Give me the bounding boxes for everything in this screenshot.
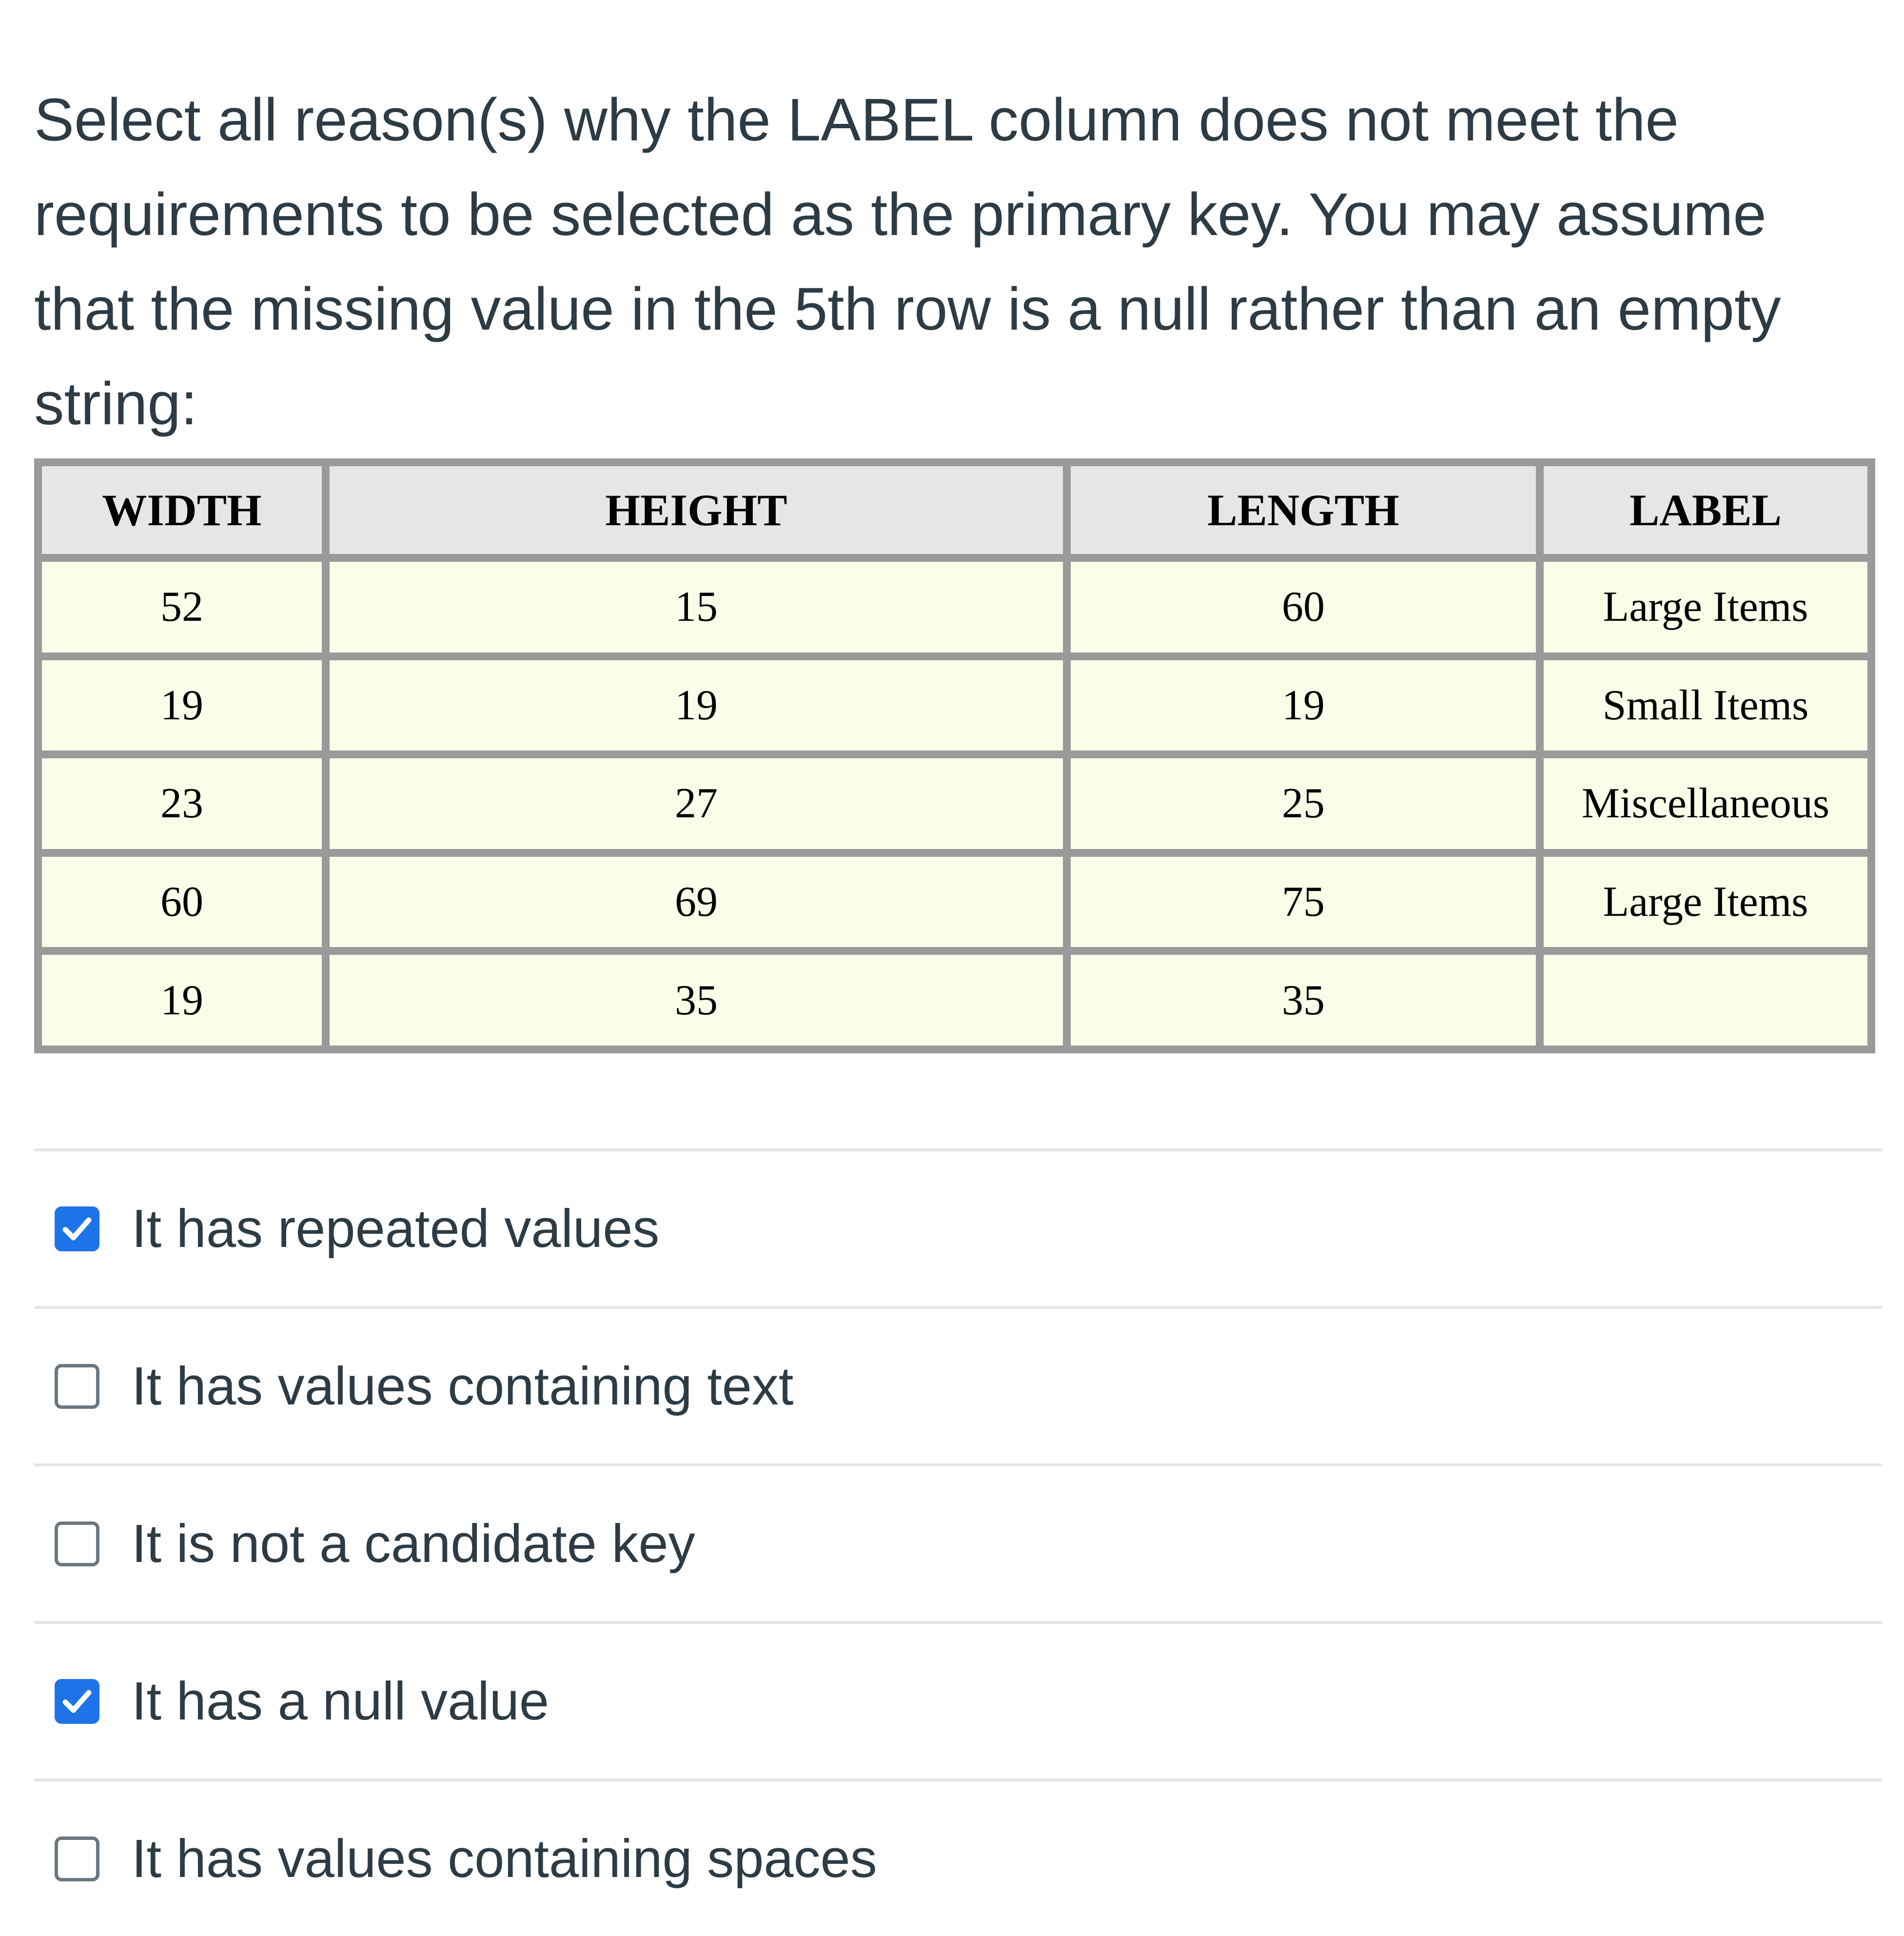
table-cell: 35 — [1067, 951, 1540, 1049]
table-cell: 25 — [1067, 754, 1540, 853]
table-row — [38, 558, 1871, 656]
table-cell: 35 — [326, 951, 1067, 1049]
table-row — [38, 853, 1871, 951]
option-label: It has values containing spaces — [132, 1829, 877, 1889]
column-header-width: WIDTH — [38, 462, 326, 558]
table-cell: Small Items — [1540, 656, 1871, 755]
table-cell: 60 — [38, 853, 326, 951]
table-cell: 69 — [326, 853, 1067, 951]
option-checkbox[interactable] — [55, 1679, 99, 1724]
table-cell: 19 — [38, 656, 326, 755]
column-header-label: LABEL — [1540, 462, 1871, 558]
table-row — [38, 656, 1871, 755]
answer-option[interactable] — [34, 1306, 1882, 1463]
checkmark-icon — [59, 1211, 95, 1246]
table-cell: 19 — [1067, 656, 1540, 755]
table-cell: 23 — [38, 754, 326, 853]
table-cell-empty — [1540, 951, 1871, 1049]
table-cell: Miscellaneous — [1540, 754, 1871, 853]
table-cell: 15 — [326, 558, 1067, 656]
checkmark-icon — [59, 1684, 95, 1719]
answer-option[interactable] — [34, 1148, 1882, 1306]
answer-option[interactable] — [34, 1463, 1882, 1621]
table-cell: 19 — [38, 951, 326, 1049]
option-label: It has values containing text — [132, 1356, 794, 1416]
data-table — [34, 458, 1875, 1053]
table-cell: 19 — [326, 656, 1067, 755]
table-row — [38, 754, 1871, 853]
table-header-row — [38, 462, 1871, 558]
table-cell: Large Items — [1540, 558, 1871, 656]
table-cell: 75 — [1067, 853, 1540, 951]
table-cell: Large Items — [1540, 853, 1871, 951]
answer-options — [34, 1148, 1882, 1936]
option-label: It has repeated values — [132, 1199, 660, 1259]
column-header-height: HEIGHT — [326, 462, 1067, 558]
answer-option[interactable] — [34, 1621, 1882, 1778]
option-label: It is not a candidate key — [132, 1514, 695, 1574]
column-header-length: LENGTH — [1067, 462, 1540, 558]
option-checkbox[interactable] — [55, 1364, 99, 1409]
option-checkbox[interactable] — [55, 1521, 99, 1566]
option-checkbox[interactable] — [55, 1837, 99, 1881]
option-label: It has a null value — [132, 1671, 550, 1731]
option-checkbox[interactable] — [55, 1206, 99, 1251]
table-cell: 52 — [38, 558, 326, 656]
answer-option[interactable] — [34, 1778, 1882, 1936]
question-text: Select all reason(s) why the LABEL column does not meet the requirements to be selected as the primary key. You may assume that the missing value in the 5th row is a null rather than an empty string: — [34, 87, 1781, 437]
table-cell: 60 — [1067, 558, 1540, 656]
table-cell: 27 — [326, 754, 1067, 853]
table-row — [38, 951, 1871, 1049]
